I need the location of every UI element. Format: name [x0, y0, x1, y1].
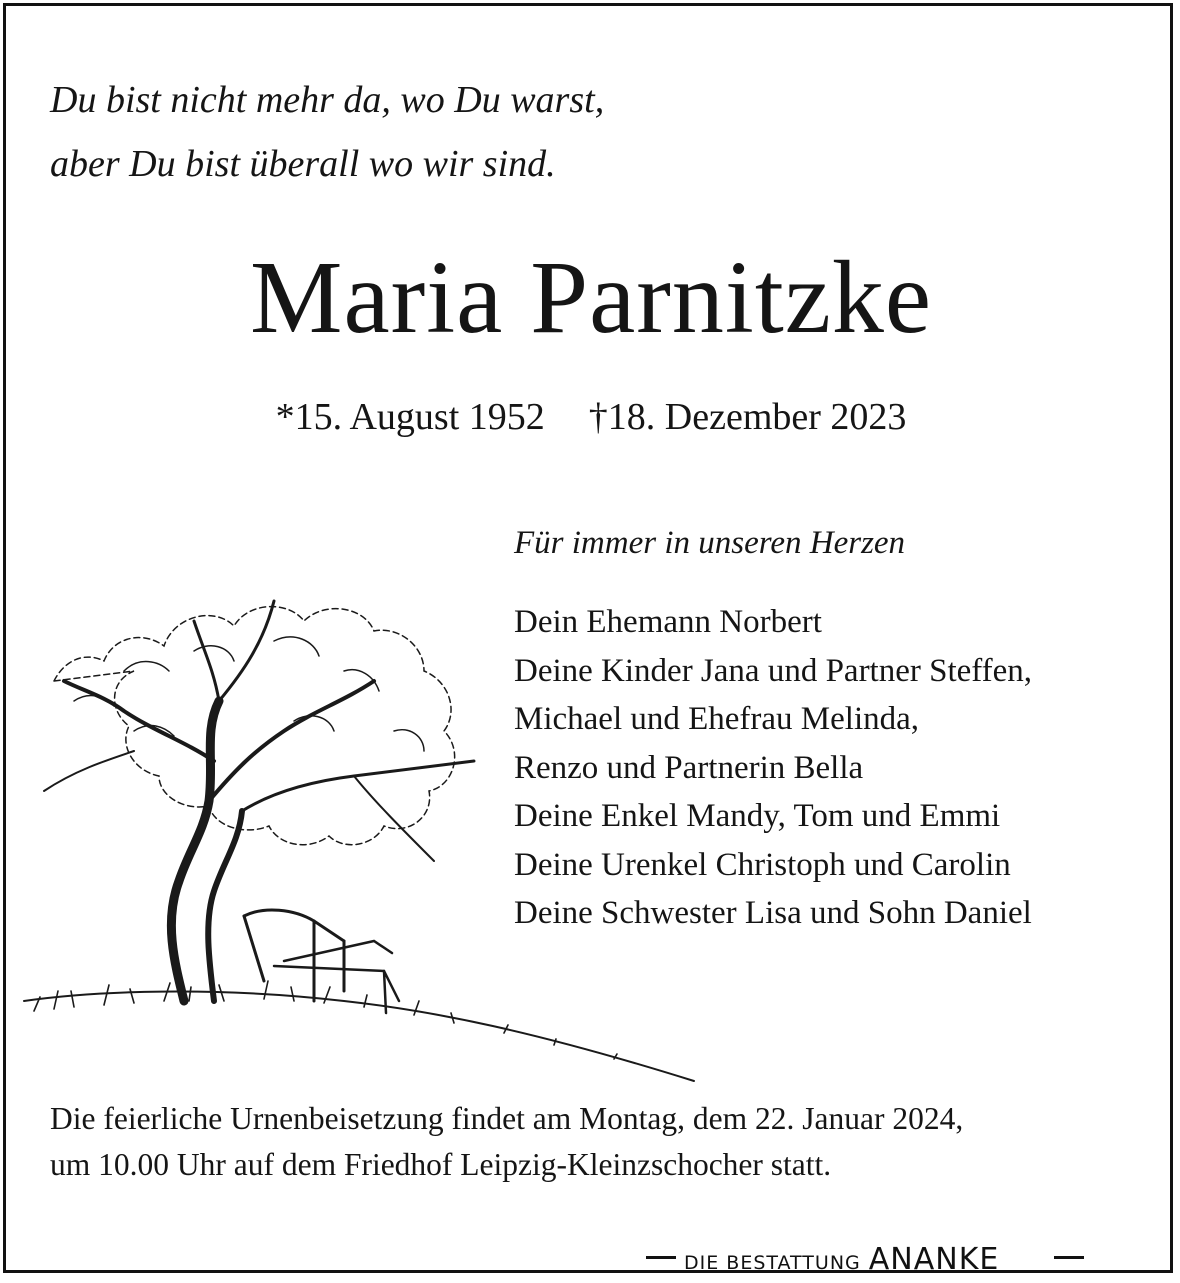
divider: [646, 1256, 676, 1259]
deceased-name: Maria Parnitzke: [249, 240, 933, 355]
funeral-home-signature: [646, 1242, 1086, 1277]
motto: Für immer in unseren Herzen: [514, 525, 906, 561]
death-date: †18. Dezember 2023: [588, 396, 907, 438]
funeral-line-2: um 10.00 Uhr auf dem Friedhof Leipzig-Kleinzschocher statt.: [50, 1147, 832, 1182]
funeral-line-1: Die feierliche Urnenbeisetzung findet am Montag, dem 22. Januar 2024,: [50, 1101, 964, 1136]
mourner-line: Deine Enkel Mandy, Tom und Emmi: [514, 798, 1001, 834]
quote-line-2: aber Du bist überall wo wir sind.: [50, 143, 556, 185]
life-dates: [6, 394, 1176, 440]
mourners-list: [514, 598, 1032, 938]
mourner-line: Michael und Ehefrau Melinda,: [514, 701, 920, 737]
funeral-notice: [50, 1096, 963, 1188]
mourner-line: Renzo und Partnerin Bella: [514, 749, 864, 786]
birth-date: *15. August 1952: [275, 396, 545, 438]
mourner-line: Deine Urenkel Christoph und Carolin: [514, 846, 1011, 883]
funeral-home-brand: ANANKE: [868, 1242, 1000, 1277]
mourner-line: Dein Ehemann Norbert: [514, 604, 822, 640]
mourner-line: Deine Kinder Jana und Partner Steffen,: [514, 652, 1033, 689]
quote-line-1: Du bist nicht mehr da, wo Du warst,: [50, 79, 605, 121]
divider: [1054, 1256, 1084, 1259]
obituary-frame: [3, 3, 1173, 1277]
funeral-home-prefix: DIE BESTATTUNG: [684, 1252, 861, 1274]
funeral-home-name: [684, 1242, 999, 1277]
mourner-line: Deine Schwester Lisa und Sohn Daniel: [514, 895, 1032, 931]
quote: [50, 68, 604, 196]
